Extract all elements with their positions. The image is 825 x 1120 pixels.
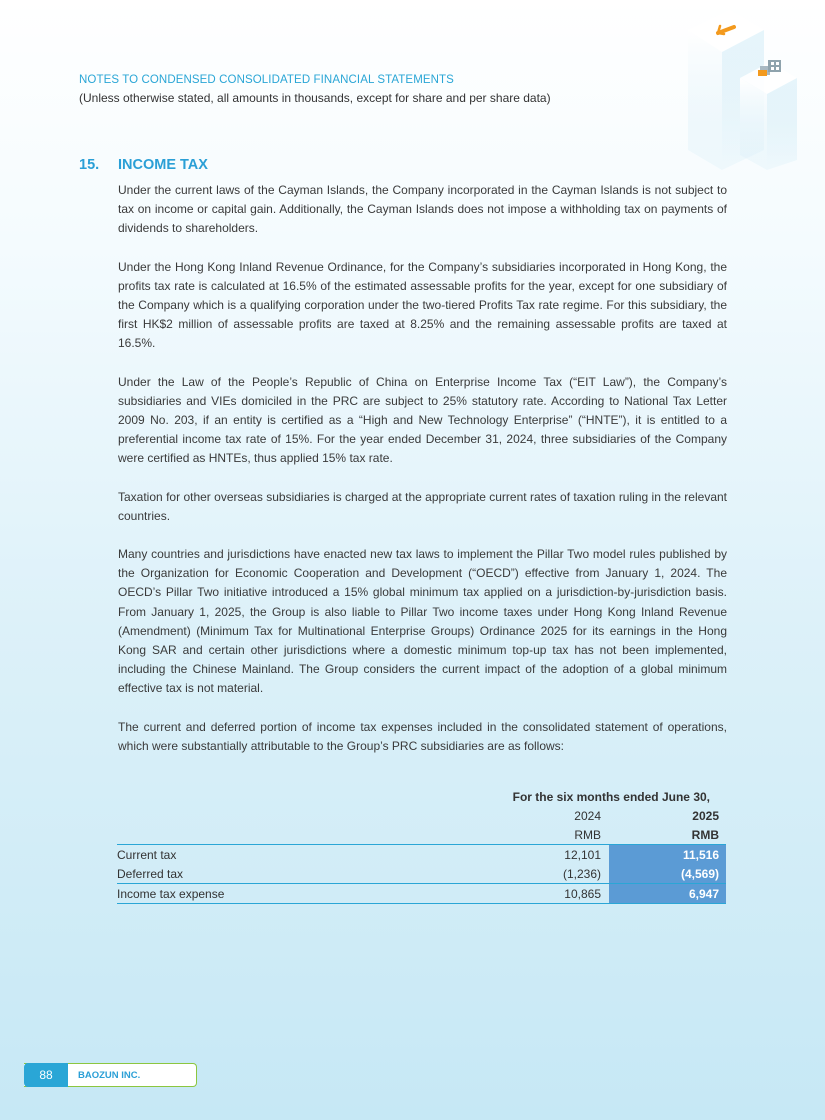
- table-header-row: [117, 806, 726, 825]
- total-label: Income tax expense: [117, 884, 477, 904]
- table-row: [117, 845, 726, 865]
- value-2025: 11,516: [609, 845, 726, 865]
- section-title: INCOME TAX: [118, 157, 208, 173]
- year-2025-header: 2025: [692, 808, 719, 823]
- table-row: [117, 864, 726, 884]
- section-body: [118, 181, 727, 756]
- value-2024: (1,236): [562, 866, 601, 881]
- currency-2025: RMB: [691, 827, 719, 842]
- company-name: BAOZUN INC.: [78, 1069, 141, 1081]
- paragraph: Under the Law of the People’s Republic of China on Enterprise Income Tax (“EIT Law”), the Company’s subsidiaries and VIEs domiciled in the PRC are subject to 25% statutory rate. According to National Tax Letter 2009 No. 203, if an entity is certified as a “High and New Technology Enterprise” (“HNTE”), it is entitled to a preferential income tax rate of 15%. For the year ended December 31, 2024, three subsidiaries of the Company were certified as HNTEs, thus applied 15% tax rate.: [118, 374, 727, 466]
- page-header: [79, 74, 679, 105]
- year-2024-header: 2024: [574, 808, 601, 823]
- income-tax-table: [117, 787, 726, 904]
- value-2024: 12,101: [477, 845, 609, 865]
- table-header-row: [117, 825, 726, 845]
- row-label: Deferred tax: [117, 866, 184, 881]
- paragraph: Under the Hong Kong Inland Revenue Ordinance, for the Company’s subsidiaries incorporated in Hong Kong, the profits tax rate is calculated at 16.5% of the estimated assessable profits for the year, except for one subsidiary of the Company which is a qualifying corporation under the two-tiered Profits Tax rate regime. For this subsidiary, the first HK$2 million of assessable profits are taxed at 8.25% and the remaining assessable profits are taxed at 16.5%.: [118, 259, 727, 351]
- section-heading: [79, 157, 729, 173]
- value-2025: (4,569): [609, 864, 726, 884]
- header-subtitle: (Unless otherwise stated, all amounts in thousands, except for share and per share data): [79, 91, 551, 105]
- paragraph: Many countries and jurisdictions have enacted new tax laws to implement the Pillar Two model rules published by the Organization for Economic Cooperation and Development (“OECD”) effective from January 1, 2024. The OECD’s Pillar Two initiative introduced a 15% global minimum tax applied on a jurisdiction-by-jurisdiction basis. From January 1, 2025, the Group is also liable to Pillar Two income taxes under Hong Kong Inland Revenue (Amendment) (Minimum Tax for Multinational Enterprise Groups) Ordinance 2025 for its earnings in the Hong Kong SAR and certain other jurisdictions where a domestic minimum top-up tax has not been implemented, including the Chinese Mainland. The Group considers the current impact of the adoption of a global minimum effective tax is not material.: [118, 547, 727, 696]
- section-number: 15.: [79, 157, 100, 173]
- currency-2024: RMB: [574, 827, 601, 842]
- decorative-building-illustration: [660, 0, 825, 175]
- total-2024: 10,865: [477, 884, 609, 904]
- income-tax-section: [79, 157, 729, 775]
- table-header-row: [117, 787, 726, 806]
- page-number: 88: [24, 1063, 68, 1087]
- row-label: Current tax: [117, 845, 477, 865]
- paragraph: The current and deferred portion of income tax expenses included in the consolidated statement of operations, which were substantially attributable to the Group’s PRC subsidiaries are as follows:: [118, 719, 727, 753]
- page-footer: [24, 1063, 197, 1087]
- table-total-row: [117, 884, 726, 904]
- total-2025: 6,947: [609, 884, 726, 904]
- paragraph: Taxation for other overseas subsidiaries is charged at the appropriate current rates of taxation ruling in the relevant countries.: [118, 489, 727, 523]
- period-header: For the six months ended June 30,: [512, 789, 710, 804]
- paragraph: Under the current laws of the Cayman Islands, the Company incorporated in the Cayman Islands is not subject to tax on income or capital gain. Additionally, the Cayman Islands does not impose a withholding tax on payments of dividends to shareholders.: [118, 183, 727, 236]
- running-title: NOTES TO CONDENSED CONSOLIDATED FINANCIAL STATEMENTS: [79, 74, 454, 86]
